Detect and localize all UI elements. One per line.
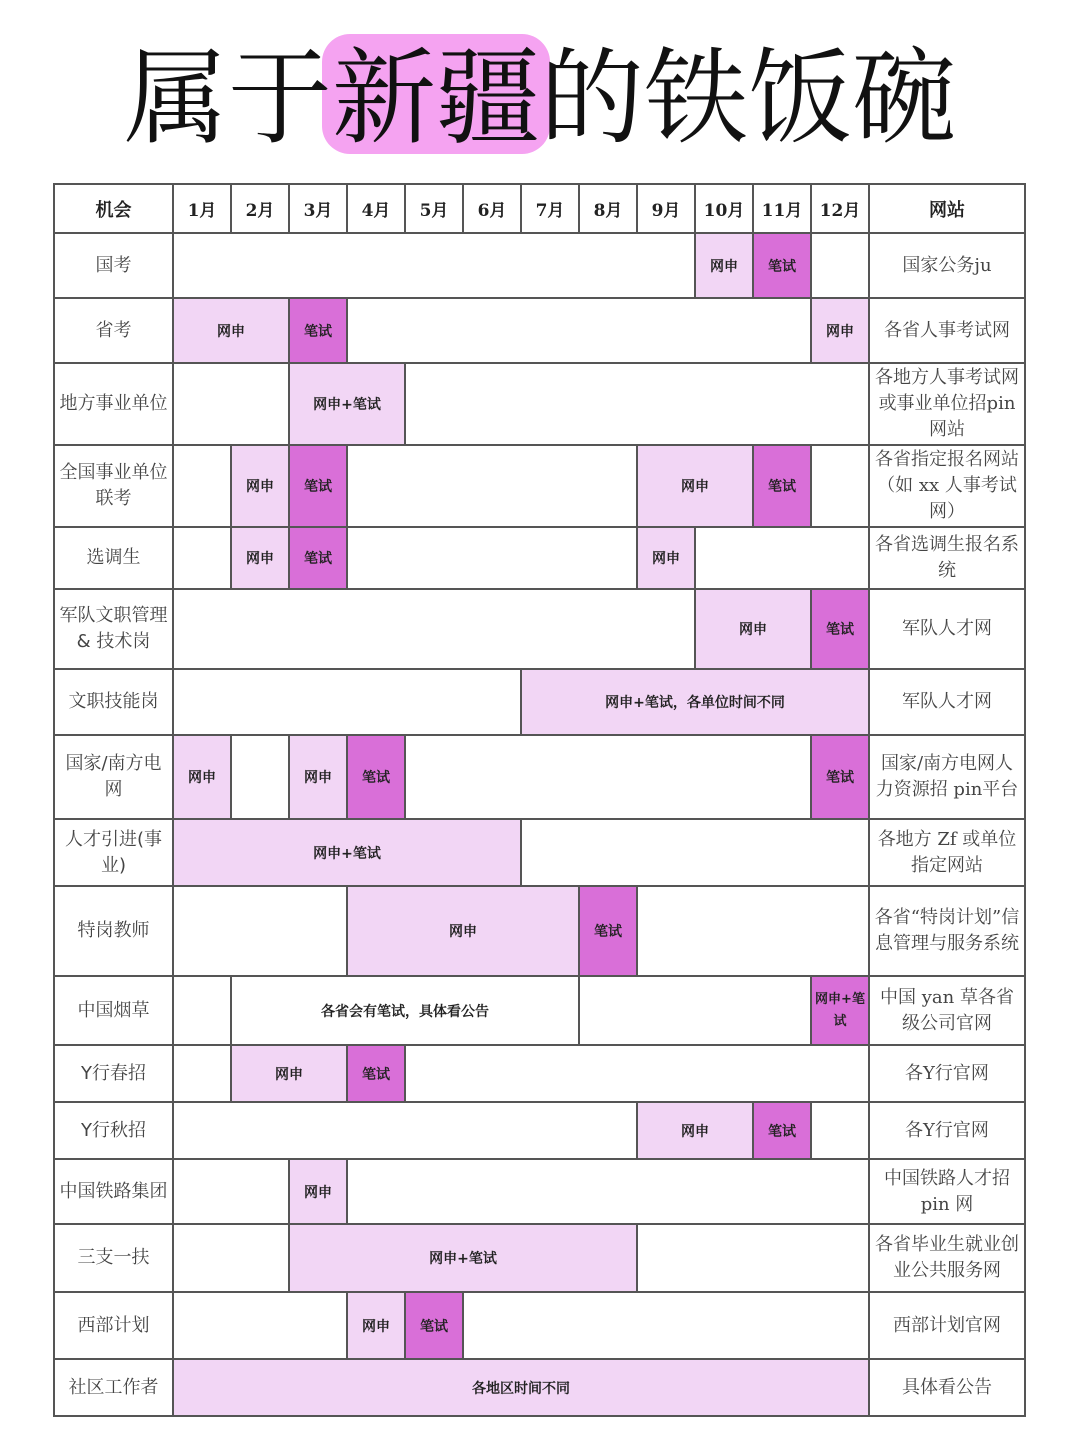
table-row [54,669,1025,735]
header-month: 11月 [753,184,811,233]
row-website: 各省指定报名网站（如 xx 人事考试网） [869,445,1025,527]
schedule-cell: 网申 [811,298,869,363]
empty-cell [347,445,637,527]
schedule-cell: 网申 [231,1045,347,1102]
row-website: 各省毕业生就业创业公共服务网 [869,1224,1025,1292]
header-month: 4月 [347,184,405,233]
schedule-cell: 网申 [347,1292,405,1359]
schedule-cell: 笔试 [289,298,347,363]
schedule-cell: 笔试 [811,735,869,819]
row-website: 各省选调生报名系统 [869,527,1025,589]
empty-cell [347,527,637,589]
row-label: 国考 [54,233,173,298]
empty-cell [811,445,869,527]
row-website: 各地方人事考试网或事业单位招pin网站 [869,363,1025,445]
table-row [54,527,1025,589]
schedule-cell: 笔试 [753,1102,811,1159]
schedule-cell: 笔试 [579,886,637,976]
empty-cell [173,669,521,735]
empty-cell [173,1045,231,1102]
schedule-cell: 网申 [695,589,811,669]
schedule-table [53,183,1026,1417]
empty-cell [637,1224,869,1292]
schedule-cell: 各省会有笔试，具体看公告 [231,976,579,1045]
schedule-cell: 笔试 [289,445,347,527]
table-row [54,1292,1025,1359]
empty-cell [173,1102,637,1159]
row-label: 中国铁路集团 [54,1159,173,1224]
header-month: 8月 [579,184,637,233]
table-row [54,445,1025,527]
table-row [54,976,1025,1045]
row-label: 西部计划 [54,1292,173,1359]
row-label: 中国烟草 [54,976,173,1045]
empty-cell [405,1045,869,1102]
page-title [0,28,1080,168]
empty-cell [173,527,231,589]
table-row [54,819,1025,886]
schedule-cell: 网申 [347,886,579,976]
row-website: 各地方 Zf 或单位指定网站 [869,819,1025,886]
row-label: 军队文职管理 & 技术岗 [54,589,173,669]
schedule-cell: 网申 [637,1102,753,1159]
table-row [54,363,1025,445]
table-row [54,233,1025,298]
schedule-cell: 网申 [289,1159,347,1224]
row-label: Y行春招 [54,1045,173,1102]
schedule-cell: 网申 [231,527,289,589]
header-opportunity: 机会 [54,184,173,233]
empty-cell [463,1292,869,1359]
schedule-cell: 各地区时间不同 [173,1359,869,1416]
empty-cell [231,735,289,819]
header-month: 12月 [811,184,869,233]
title-highlight: 新疆 [332,28,540,168]
row-website: 军队人才网 [869,589,1025,669]
row-label: 国家/南方电网 [54,735,173,819]
row-label: 省考 [54,298,173,363]
empty-cell [811,233,869,298]
row-website: 国家公务ju [869,233,1025,298]
schedule-cell: 笔试 [811,589,869,669]
row-website: 西部计划官网 [869,1292,1025,1359]
table-row [54,1045,1025,1102]
schedule-cell: 笔试 [289,527,347,589]
schedule-cell: 网申+笔试 [289,363,405,445]
row-label: 全国事业单位联考 [54,445,173,527]
header-month: 7月 [521,184,579,233]
empty-cell [173,1224,289,1292]
schedule-cell: 笔试 [405,1292,463,1359]
row-label: 选调生 [54,527,173,589]
row-website: 国家/南方电网人力资源招 pin平台 [869,735,1025,819]
header-website: 网站 [869,184,1025,233]
header-month: 1月 [173,184,231,233]
row-website: 各省人事考试网 [869,298,1025,363]
title-suffix: 的铁饭碗 [540,37,957,159]
header-month: 2月 [231,184,289,233]
schedule-table-container [53,183,1024,1415]
table-row [54,886,1025,976]
empty-cell [173,589,695,669]
empty-cell [173,1292,347,1359]
empty-cell [405,735,811,819]
row-label: 社区工作者 [54,1359,173,1416]
table-row [54,1224,1025,1292]
title-prefix: 属于 [123,37,332,159]
empty-cell [173,1159,289,1224]
schedule-cell: 网申+笔试 [173,819,521,886]
schedule-cell: 网申 [231,445,289,527]
row-website: 各Y行官网 [869,1045,1025,1102]
table-row [54,735,1025,819]
schedule-cell: 网申 [637,527,695,589]
row-website: 具体看公告 [869,1359,1025,1416]
empty-cell [579,976,811,1045]
empty-cell [173,233,695,298]
schedule-cell: 网申 [695,233,753,298]
schedule-cell: 笔试 [753,233,811,298]
table-row [54,1102,1025,1159]
table-row [54,1159,1025,1224]
row-website: 中国铁路人才招 pin 网 [869,1159,1025,1224]
row-label: 文职技能岗 [54,669,173,735]
header-month: 10月 [695,184,753,233]
schedule-cell: 网申 [637,445,753,527]
empty-cell [811,1102,869,1159]
empty-cell [173,886,347,976]
header-month: 6月 [463,184,521,233]
table-row [54,589,1025,669]
empty-cell [695,527,869,589]
row-website: 军队人才网 [869,669,1025,735]
table-row [54,298,1025,363]
empty-cell [521,819,869,886]
row-label: Y行秋招 [54,1102,173,1159]
empty-cell [173,976,231,1045]
header-month: 5月 [405,184,463,233]
empty-cell [173,363,289,445]
schedule-cell: 网申 [173,735,231,819]
schedule-cell: 笔试 [347,735,405,819]
row-label: 地方事业单位 [54,363,173,445]
header-month: 3月 [289,184,347,233]
empty-cell [347,298,811,363]
schedule-cell: 网申 [289,735,347,819]
schedule-cell: 网申 [173,298,289,363]
row-label: 人才引进(事业) [54,819,173,886]
schedule-cell: 笔试 [347,1045,405,1102]
row-website: 各省“特岗计划”信息管理与服务系统 [869,886,1025,976]
schedule-cell: 网申+笔试，各单位时间不同 [521,669,869,735]
schedule-cell: 网申+笔试 [811,976,869,1045]
empty-cell [637,886,869,976]
schedule-cell: 笔试 [753,445,811,527]
row-website: 各Y行官网 [869,1102,1025,1159]
row-website: 中国 yan 草各省级公司官网 [869,976,1025,1045]
header-month: 9月 [637,184,695,233]
table-row [54,1359,1025,1416]
schedule-cell: 网申+笔试 [289,1224,637,1292]
empty-cell [405,363,869,445]
empty-cell [173,445,231,527]
row-label: 特岗教师 [54,886,173,976]
empty-cell [347,1159,869,1224]
header-row [54,184,1025,233]
row-label: 三支一扶 [54,1224,173,1292]
